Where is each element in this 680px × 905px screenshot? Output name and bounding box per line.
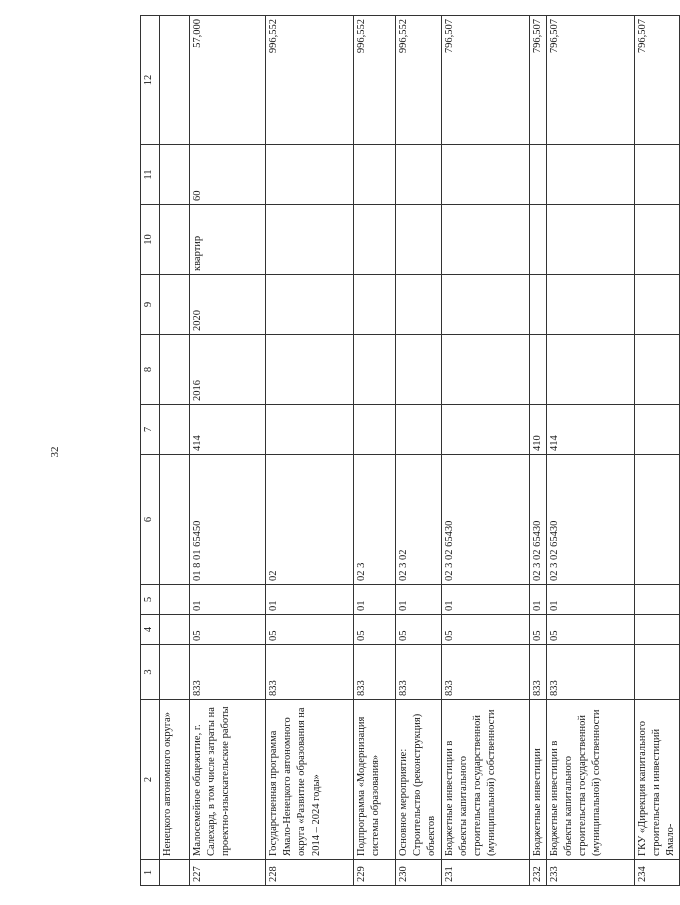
row-name: Государственная программа Ямало-Ненецкого автономного округа «Развитие образования на 2014 – 2024 годы» (266, 700, 354, 860)
year-end (634, 275, 680, 335)
code-section: 05 (396, 615, 442, 645)
row-number: 228 (266, 860, 354, 886)
row-name: ГКУ «Дирекция капитального строительства и инвестиций Ямало- (634, 700, 680, 860)
amount: 996,552 (396, 16, 442, 145)
unit: квартир (190, 205, 266, 275)
row-name: Основное мероприятие: Строительство (реконструкция) объектов (396, 700, 442, 860)
code-grbs: 833 (529, 645, 546, 700)
table-row (634, 16, 680, 886)
table-row (441, 16, 529, 886)
capacity (634, 145, 680, 205)
table-row (354, 16, 396, 886)
year-start: 2016 (190, 335, 266, 405)
code-section: 05 (441, 615, 529, 645)
capacity (266, 145, 354, 205)
row-name: Бюджетные инвестиции в объекты капитального строительства государственной (муниципальной) собственности (441, 700, 529, 860)
capacity (396, 145, 442, 205)
row-number: 231 (441, 860, 529, 886)
column-header: 12 (141, 16, 160, 145)
table-body (160, 16, 680, 886)
code-subsection: 01 (546, 585, 634, 615)
column-header: 1 (141, 860, 160, 886)
amount: 796,507 (634, 16, 680, 145)
rotated-table-container (140, 16, 677, 886)
column-header: 2 (141, 700, 160, 860)
capacity (546, 145, 634, 205)
code-subsection: 01 (266, 585, 354, 615)
row-number (160, 860, 190, 886)
unit (441, 205, 529, 275)
code-target-article: 02 3 02 65430 (546, 455, 634, 585)
code-expense-type (441, 405, 529, 455)
code-subsection: 01 (529, 585, 546, 615)
code-expense-type: 414 (546, 405, 634, 455)
code-target-article (160, 455, 190, 585)
code-section: 05 (354, 615, 396, 645)
year-end (546, 275, 634, 335)
year-end (354, 275, 396, 335)
code-expense-type (354, 405, 396, 455)
code-grbs (634, 645, 680, 700)
code-subsection: 01 (396, 585, 442, 615)
amount: 796,507 (546, 16, 634, 145)
code-grbs: 833 (546, 645, 634, 700)
amount: 57,000 (190, 16, 266, 145)
code-grbs: 833 (190, 645, 266, 700)
code-subsection: 01 (190, 585, 266, 615)
column-header: 4 (141, 615, 160, 645)
year-start (546, 335, 634, 405)
year-end (529, 275, 546, 335)
year-end (160, 275, 190, 335)
budget-table (140, 15, 680, 886)
amount: 996,552 (266, 16, 354, 145)
code-expense-type (396, 405, 442, 455)
row-number: 234 (634, 860, 680, 886)
code-expense-type: 410 (529, 405, 546, 455)
code-expense-type: 414 (190, 405, 266, 455)
code-section: 05 (546, 615, 634, 645)
code-section (160, 615, 190, 645)
table-row (160, 16, 190, 886)
unit (634, 205, 680, 275)
row-name: Бюджетные инвестиции в объекты капитального строительства государственной (муниципальной) собственности (546, 700, 634, 860)
row-number: 230 (396, 860, 442, 886)
code-expense-type (634, 405, 680, 455)
code-target-article (634, 455, 680, 585)
row-number: 233 (546, 860, 634, 886)
code-target-article: 02 (266, 455, 354, 585)
row-number: 232 (529, 860, 546, 886)
table-row (396, 16, 442, 886)
row-name: Подпрограмма «Модернизация системы образования» (354, 700, 396, 860)
column-header: 9 (141, 275, 160, 335)
capacity (529, 145, 546, 205)
unit (160, 205, 190, 275)
year-start (529, 335, 546, 405)
unit (396, 205, 442, 275)
code-target-article: 02 3 02 65430 (441, 455, 529, 585)
amount: 796,507 (529, 16, 546, 145)
table-row (529, 16, 546, 886)
year-start (441, 335, 529, 405)
code-section: 05 (190, 615, 266, 645)
unit (546, 205, 634, 275)
column-header: 5 (141, 585, 160, 615)
year-start (160, 335, 190, 405)
code-expense-type (266, 405, 354, 455)
code-grbs: 833 (396, 645, 442, 700)
capacity: 60 (190, 145, 266, 205)
code-target-article: 01 8 01 65450 (190, 455, 266, 585)
column-header: 7 (141, 405, 160, 455)
year-end (441, 275, 529, 335)
code-grbs: 833 (354, 645, 396, 700)
code-subsection: 01 (441, 585, 529, 615)
code-target-article: 02 3 (354, 455, 396, 585)
code-subsection (160, 585, 190, 615)
year-start (354, 335, 396, 405)
code-grbs (160, 645, 190, 700)
row-name: Ненецкого автономного округа» (160, 700, 190, 860)
table-row (190, 16, 266, 886)
code-section: 05 (529, 615, 546, 645)
amount (160, 16, 190, 145)
code-target-article: 02 3 02 (396, 455, 442, 585)
year-end (396, 275, 442, 335)
capacity (354, 145, 396, 205)
row-number: 229 (354, 860, 396, 886)
code-target-article: 02 3 02 65430 (529, 455, 546, 585)
column-header: 3 (141, 645, 160, 700)
year-end (266, 275, 354, 335)
code-subsection (634, 585, 680, 615)
column-header: 6 (141, 455, 160, 585)
row-name: Малосемейное общежитие, г. Салехард, в том числе затраты на проектно-изыскательские работы (190, 700, 266, 860)
code-grbs: 833 (266, 645, 354, 700)
amount: 796,507 (441, 16, 529, 145)
row-name: Бюджетные инвестиции (529, 700, 546, 860)
code-expense-type (160, 405, 190, 455)
table-row (546, 16, 634, 886)
capacity (441, 145, 529, 205)
column-header: 8 (141, 335, 160, 405)
amount: 996,552 (354, 16, 396, 145)
code-grbs: 833 (441, 645, 529, 700)
column-header: 10 (141, 205, 160, 275)
page-number: 32 (49, 446, 61, 458)
column-header: 11 (141, 145, 160, 205)
year-start (266, 335, 354, 405)
unit (354, 205, 396, 275)
code-subsection: 01 (354, 585, 396, 615)
code-section: 05 (266, 615, 354, 645)
row-number: 227 (190, 860, 266, 886)
year-end: 2020 (190, 275, 266, 335)
code-section (634, 615, 680, 645)
year-start (634, 335, 680, 405)
unit (266, 205, 354, 275)
capacity (160, 145, 190, 205)
unit (529, 205, 546, 275)
year-start (396, 335, 442, 405)
table-header-row (141, 16, 160, 886)
table-row (266, 16, 354, 886)
